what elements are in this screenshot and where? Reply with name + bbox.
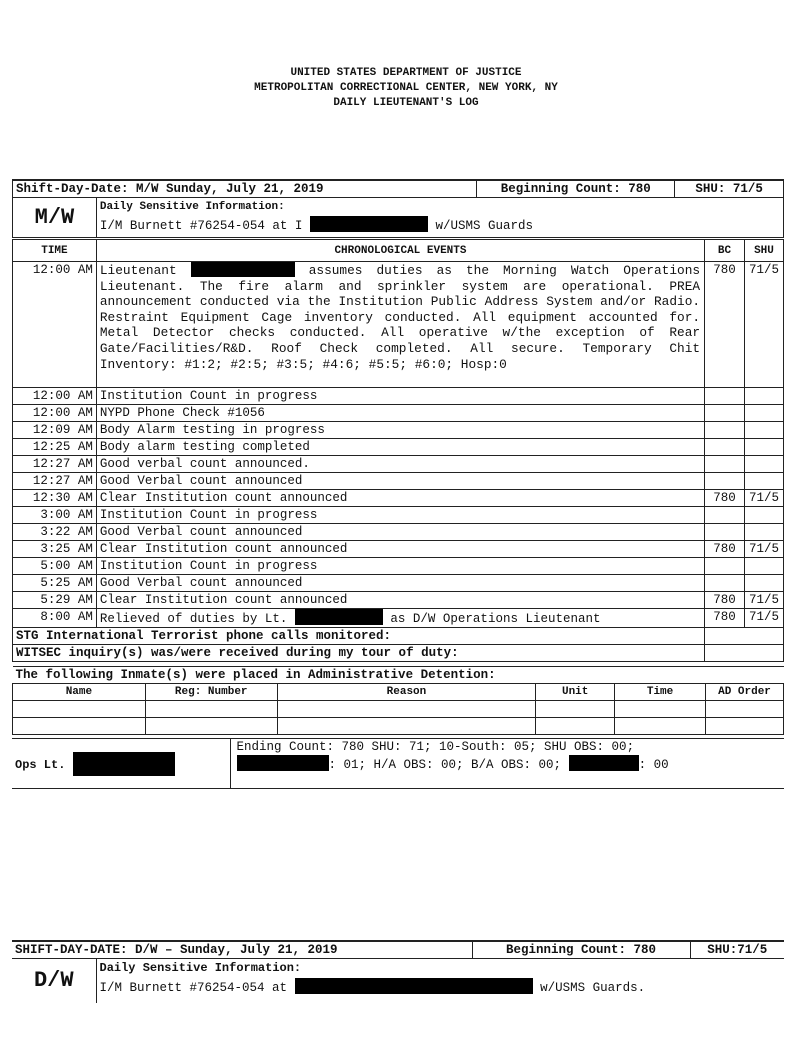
col-events: CHRONOLOGICAL EVENTS (96, 240, 704, 262)
event-time: 12:00 AM (13, 405, 97, 422)
admin-cell (615, 701, 706, 718)
event-text: Good Verbal count announced (96, 473, 704, 490)
event-row (13, 422, 784, 439)
col-time: TIME (13, 240, 97, 262)
event-text: Clear Institution count announced (96, 541, 704, 558)
event-bc (705, 524, 745, 541)
event-time: 12:27 AM (13, 473, 97, 490)
event-row (13, 490, 784, 507)
ending-count-line-2b: : 00 (638, 758, 669, 772)
admin-cell (13, 701, 146, 718)
ending-count-line-1: Ending Count: 780 SHU: 71; 10-South: 05; SHU OBS: 00; (236, 740, 635, 754)
redaction-block (295, 978, 533, 994)
event-row (13, 541, 784, 558)
event-shu: 71/5 (744, 490, 783, 507)
event-text: Good Verbal count announced (96, 524, 704, 541)
admin-cell (277, 718, 536, 735)
admin-col-reason: Reason (277, 684, 536, 701)
event-text (96, 262, 704, 388)
admin-detention-title: The following Inmate(s) were placed in Administrative Detention: (13, 667, 784, 684)
mw-shift-code: M/W (13, 198, 97, 238)
admin-cell (145, 718, 277, 735)
dw-dsi-cell (96, 959, 784, 1003)
admin-col-unit: Unit (536, 684, 615, 701)
event-bc (705, 422, 745, 439)
ending-count-cell (230, 739, 784, 789)
header-line-3: DAILY LIEUTENANT'S LOG (333, 97, 479, 109)
event-bc (705, 439, 745, 456)
event-time: 12:09 AM (13, 422, 97, 439)
document-header (0, 66, 812, 111)
event-row (13, 473, 784, 490)
admin-cell (277, 701, 536, 718)
event-text: NYPD Phone Check #1056 (96, 405, 704, 422)
dw-shift-label: SHIFT-DAY-DATE: D/W – Sunday, July 21, 2019 (12, 941, 472, 959)
redaction-block (310, 216, 428, 232)
mw-shift-header (12, 179, 784, 198)
dw-dsi-label: Daily Sensitive Information: (99, 961, 302, 975)
event-bc (705, 405, 745, 422)
redaction-block (73, 752, 175, 776)
mw-dsi-inmate: I/M Burnett #76254-054 at I (99, 219, 303, 233)
mw-chronological-events (12, 239, 784, 662)
ending-count-line-2a: : 01; H/A OBS: 00; B/A OBS: 00; (328, 758, 562, 772)
mw-dsi-guards: w/USMS Guards (435, 219, 533, 233)
event-bc: 780 (705, 490, 745, 507)
dw-beginning-count: Beginning Count: 780 (472, 941, 690, 959)
event-shu (744, 439, 783, 456)
event-text: Institution Count in progress (96, 558, 704, 575)
event-shu: 71/5 (744, 541, 783, 558)
redaction-block (237, 755, 329, 771)
event-shu (744, 388, 783, 405)
dw-dsi (12, 958, 784, 1003)
dw-dsi-guards: w/USMS Guards. (540, 981, 646, 995)
event-bc: 780 (705, 541, 745, 558)
event-shu (744, 456, 783, 473)
event-bc: 780 (705, 262, 745, 388)
admin-col-name: Name (13, 684, 146, 701)
relieved-time: 8:00 AM (13, 609, 97, 628)
event-row (13, 456, 784, 473)
admin-col-time: Time (615, 684, 706, 701)
event-row (13, 524, 784, 541)
event-row (13, 507, 784, 524)
redaction-block (191, 262, 295, 277)
event-text: Institution Count in progress (96, 388, 704, 405)
admin-cell (536, 701, 615, 718)
dw-shu-count: SHU:71/5 (690, 941, 784, 959)
redaction-block (295, 609, 383, 625)
event-bc (705, 473, 745, 490)
relieved-bc: 780 (705, 609, 745, 628)
event-text: Good Verbal count announced (96, 575, 704, 592)
event-text: Clear Institution count announced (96, 490, 704, 507)
event-text: Body Alarm testing in progress (96, 422, 704, 439)
event-time: 12:00 AM (13, 262, 97, 388)
event-text: Clear Institution count announced (96, 592, 704, 609)
admin-cell (145, 701, 277, 718)
admin-col-reg: Reg: Number (145, 684, 277, 701)
event-time: 12:25 AM (13, 439, 97, 456)
dw-shift-code: D/W (12, 959, 96, 1003)
mw-beginning-count: Beginning Count: 780 (477, 180, 675, 198)
admin-cell (536, 718, 615, 735)
witsec-inquiry: WITSEC inquiry(s) was/were received during my tour of duty: (13, 645, 705, 662)
event-time: 3:22 AM (13, 524, 97, 541)
relieved-suffix: as D/W Operations Lieutenant (390, 612, 601, 626)
event-row (13, 558, 784, 575)
stg-monitored: STG International Terrorist phone calls monitored: (13, 628, 705, 645)
event-time: 5:29 AM (13, 592, 97, 609)
event-text: Good verbal count announced. (96, 456, 704, 473)
event-row (13, 592, 784, 609)
admin-cell (13, 718, 146, 735)
relieved-prefix: Relieved of duties by Lt. (99, 612, 288, 626)
event-shu (744, 575, 783, 592)
mw-dsi-cell (96, 198, 783, 238)
col-bc: BC (705, 240, 745, 262)
admin-cell (706, 701, 784, 718)
event-bc: 780 (705, 592, 745, 609)
mw-shu-count: SHU: 71/5 (675, 180, 784, 198)
event-row (13, 575, 784, 592)
event-time: 5:25 AM (13, 575, 97, 592)
ending-count-block (12, 738, 784, 789)
event-row (13, 439, 784, 456)
ops-lt-label: Ops Lt. (15, 757, 66, 772)
admin-cell (706, 718, 784, 735)
event-bc (705, 388, 745, 405)
event-row (13, 405, 784, 422)
event-first-rest: assumes duties as the Morning Watch Operations Lieutenant. The fire alarm and sprinkler system are operational. PREA announcement conducted via the Institution Public Address System and/or Radio. Restraint Equipment Cage inventory conducted. All equipment accounted for. Metal Detector checks conducted. All operative w/the exception of Rear Gate/Facilities/R&D. Roof Check completed. All secure. Temporary Chit Inventory: #1:2; #2:5; #3:5; #4:6; #5:5; #6:0; Hosp:0 (99, 263, 701, 372)
event-shu (744, 405, 783, 422)
stg-value (705, 628, 784, 645)
mw-dsi (12, 197, 784, 238)
admin-cell (615, 718, 706, 735)
dw-shift-header (12, 940, 784, 959)
event-shu (744, 473, 783, 490)
dw-dsi-inmate: I/M Burnett #76254-054 at (99, 981, 288, 995)
ops-lt-cell (12, 739, 230, 789)
relieved-shu: 71/5 (744, 609, 783, 628)
relieved-event (96, 609, 704, 628)
event-time: 3:25 AM (13, 541, 97, 558)
event-time: 5:00 AM (13, 558, 97, 575)
event-time: 3:00 AM (13, 507, 97, 524)
event-shu: 71/5 (744, 262, 783, 388)
event-shu: 71/5 (744, 592, 783, 609)
event-row (13, 388, 784, 405)
witsec-value (705, 645, 784, 662)
event-bc (705, 507, 745, 524)
event-shu (744, 422, 783, 439)
event-bc (705, 558, 745, 575)
event-time: 12:00 AM (13, 388, 97, 405)
event-bc (705, 456, 745, 473)
event-shu (744, 524, 783, 541)
event-shu (744, 558, 783, 575)
admin-col-ad-order: AD Order (706, 684, 784, 701)
event-text: Institution Count in progress (96, 507, 704, 524)
redaction-block (569, 755, 639, 771)
mw-shift-label: Shift-Day-Date: M/W Sunday, July 21, 2019 (13, 180, 477, 198)
event-shu (744, 507, 783, 524)
event-time: 12:30 AM (13, 490, 97, 507)
event-text: Body alarm testing completed (96, 439, 704, 456)
mw-dsi-label: Daily Sensitive Information: (99, 201, 285, 213)
header-line-2: METROPOLITAN CORRECTIONAL CENTER, NEW YORK, NY (254, 82, 558, 94)
col-shu: SHU (744, 240, 783, 262)
event-lieutenant-label: Lieutenant (99, 263, 177, 278)
event-bc (705, 575, 745, 592)
admin-detention (12, 666, 784, 735)
event-time: 12:27 AM (13, 456, 97, 473)
header-line-1: UNITED STATES DEPARTMENT OF JUSTICE (290, 67, 522, 79)
